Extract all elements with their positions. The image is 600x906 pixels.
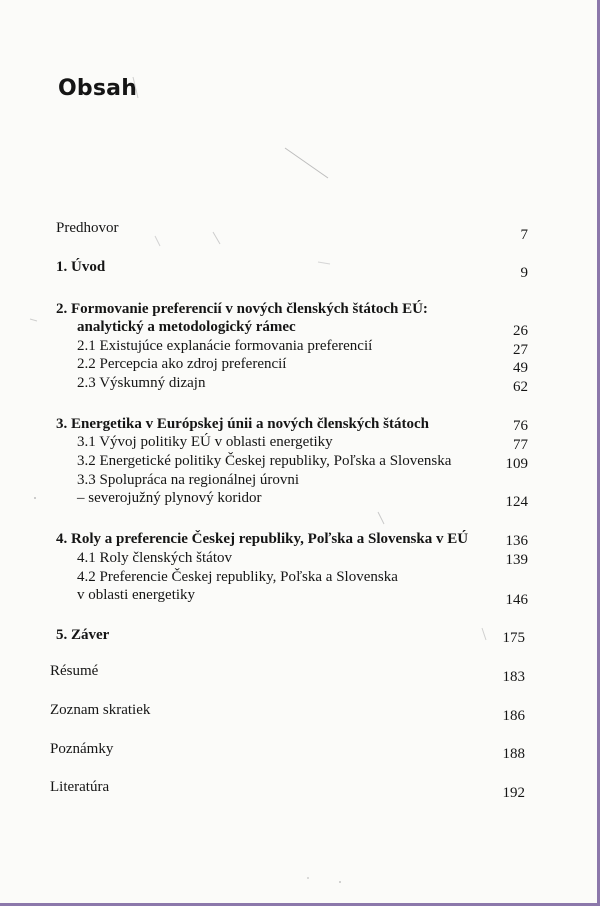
toc-entry-page: 26 [513,323,528,339]
toc-entry-page: 49 [513,360,528,376]
toc-entry-page: 186 [502,708,525,724]
toc-section-label-continued: – severojužný plynový koridor [77,490,262,506]
toc-section-label-continued: v oblasti energetiky [77,587,196,603]
toc-chapter-label-continued: analytický a metodologický rámec [77,319,296,335]
toc-section-label: 4.1 Roly členských štátov [77,550,232,566]
toc-entry-label: Predhovor [56,220,119,236]
toc-entry-page: 188 [502,746,525,762]
toc-section-label: 2.1 Existujúce explanácie formovania preferencií [77,338,373,354]
toc-entry-page: 77 [513,437,528,453]
toc-section-label: 4.2 Preferencie Českej republiky, Poľska a Slovenska [77,569,398,585]
toc-section-label: 3.3 Spolupráca na regionálnej úrovni [77,472,300,488]
toc-section-label: 3.2 Energetické politiky Českej republiky, Poľska a Slovenska [77,453,452,469]
toc-entry-page: 9 [520,265,528,281]
toc-entry-page: 109 [505,456,528,472]
toc-entry-label: Literatúra [50,779,110,795]
toc-section-label: 2.2 Percepcia ako zdroj preferencií [77,356,287,372]
toc-section-label: 2.3 Výskumný dizajn [77,375,206,391]
page-title: Obsah [58,76,138,101]
toc-entry-page: 139 [505,552,528,568]
toc-chapter-label: 3. Energetika v Európskej únii a nových členských štátoch [56,416,429,432]
toc-entry-label: Résumé [50,663,99,679]
toc-entry-page: 124 [505,494,528,510]
toc-entry-page: 192 [502,785,525,801]
toc-entry-page: 27 [513,342,528,358]
toc-entry-page: 62 [513,379,528,395]
toc-chapter-label: 5. Záver [56,627,110,643]
toc-entry-page: 146 [505,592,528,608]
toc-chapter-label: 2. Formovanie preferencií v nových členských štátoch EÚ: [56,301,428,317]
toc-entry-page: 136 [505,533,528,549]
toc-entry-page: 7 [520,227,528,243]
toc-section-label: 3.1 Vývoj politiky EÚ v oblasti energetiky [77,434,333,450]
toc-entry-label: Poznámky [50,741,114,757]
toc-entry-page: 183 [502,669,525,685]
toc-entry-label: Zoznam skratiek [50,702,151,718]
toc-entry-page: 175 [502,630,525,646]
toc-chapter-label: 4. Roly a preferencie Českej republiky, Poľska a Slovenska v EÚ [56,531,469,547]
toc-entry-page: 76 [513,418,528,434]
toc-chapter-label: 1. Úvod [56,259,106,275]
